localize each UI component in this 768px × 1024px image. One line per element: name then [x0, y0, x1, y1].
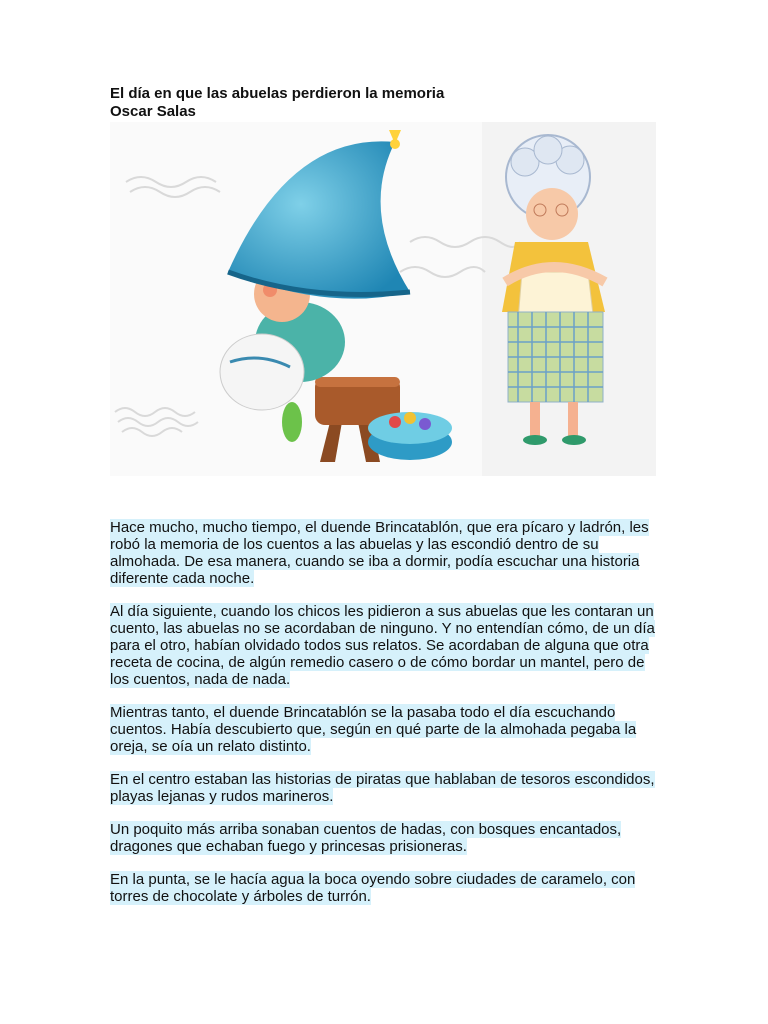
title-block: [110, 85, 444, 121]
story-illustration: [110, 122, 656, 476]
sewing-basket: [368, 412, 452, 460]
story-paragraph: Mientras tanto, el duende Brincatablón se la pasaba todo el día escuchando cuentos. Había descubierto que, según en qué parte de la almohada pegaba la oreja, se oía un relato distinto.: [110, 704, 637, 755]
document-author: Oscar Salas: [110, 103, 196, 120]
story-paragraph: En la punta, se le hacía agua la boca oyendo sobre ciudades de caramelo, con torres de chocolate y árboles de turrón.: [110, 871, 636, 905]
document-title: El día en que las abuelas perdieron la memoria: [110, 85, 445, 102]
story-paragraph: Un poquito más arriba sonaban cuentos de hadas, con bosques encantados, dragones que echaban fuego y princesas prisioneras.: [110, 821, 622, 855]
story-paragraph: En el centro estaban las historias de piratas que hablaban de tesoros escondidos, playas lejanas y rudos marineros.: [110, 771, 655, 805]
story-paragraph: Hace mucho, mucho tiempo, el duende Brincatablón, que era pícaro y ladrón, les robó la memoria de los cuentos a las abuelas y las escondió dentro de su almohada. De esa manera, cuando se iba a dormir, podía escuchar una historia diferente cada noche.: [110, 519, 649, 587]
grandmother-figure: [502, 135, 605, 445]
story-paragraph: Al día siguiente, cuando los chicos les pidieron a sus abuelas que les contaran un cuento, las abuelas no se acordaban de ninguno. Y no entendían cómo, de un día para el otro, habían olvidado todos sus relatos. Se acordaban de alguna que otra receta de cocina, de algún remedio casero o de cómo bordar un mantel, pero de los cuentos, nada de nada.: [110, 603, 655, 688]
story-text: [110, 519, 666, 921]
